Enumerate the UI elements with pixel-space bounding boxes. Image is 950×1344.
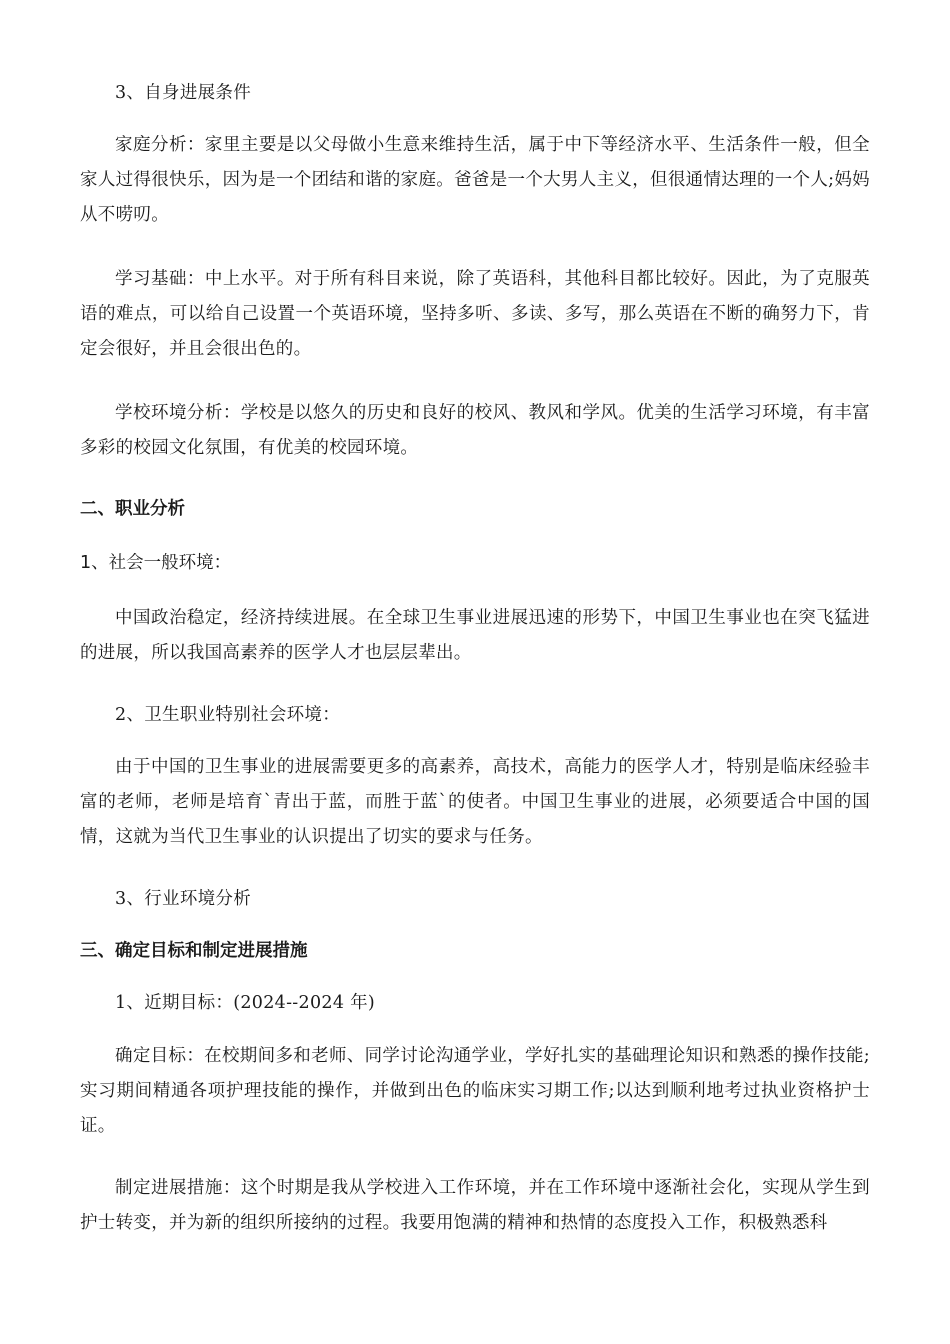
paragraph-family-analysis: 家庭分析：家里主要是以父母做小生意来维持生活，属于中下等经济水平、生活条件一般，但全家人过得很快乐，因为是一个团结和谐的家庭。爸爸是一个大男人主义，但很通情达理的一个人;妈妈从不唠叨。 (80, 135, 870, 225)
subheading-text: 、社会一般环境： (91, 553, 232, 573)
paragraph-health-environment: 由于中国的卫生事业的进展需要更多的高素养，高技术，高能力的医学人才，特别是临床经验丰富的老师，老师是培育`青出于蓝，而胜于蓝`的使者。中国卫生事业的进展，必须要适合中国的国情，这就为当代卫生事业的认识提出了切实的要求与任务。 (80, 757, 870, 847)
section-heading-goals: 三、确定目标和制定进展措施 (80, 941, 308, 961)
paragraph-goal: 确定目标：在校期间多和老师、同学讨论沟通学业，学好扎实的基础理论知识和熟悉的操作技能;实习期间精通各项护理技能的操作，并做到出色的临床实习期工作;以达到顺利地考过执业资格护士证。 (80, 1046, 870, 1136)
section-heading-career-analysis: 二、职业分析 (80, 499, 185, 519)
subheading-self-conditions: 3、自身进展条件 (115, 83, 252, 103)
paragraph-school-environment: 学校环境分析：学校是以悠久的历史和良好的校风、教风和学风。优美的生活学习环境，有丰富多彩的校园文化氛围，有优美的校园环境。 (80, 403, 870, 458)
subheading-number: 1 (80, 553, 92, 573)
paragraph-measures: 制定进展措施：这个时期是我从学校进入工作环境，并在工作环境中逐渐社会化，实现从学生到护士转变，并为新的组织所接纳的过程。我要用饱满的精神和热情的态度投入工作，积极熟悉科 (80, 1178, 870, 1233)
subheading-health-environment: 2、卫生职业特别社会环境： (115, 705, 341, 725)
subheading-social-environment (80, 546, 231, 581)
subheading-short-term-goal: 1、近期目标：(2024--2024 年) (115, 993, 376, 1013)
paragraph-social-environment: 中国政治稳定，经济持续进展。在全球卫生事业进展迅速的形势下，中国卫生事业也在突飞猛进的进展，所以我国高素养的医学人才也层层辈出。 (80, 608, 870, 663)
paragraph-study-basis: 学习基础：中上水平。对于所有科目来说，除了英语科，其他科目都比较好。因此，为了克服英语的难点，可以给自己设置一个英语环境，坚持多听、多读、多写，那么英语在不断的确努力下，肯定会很好，并且会很出色的。 (80, 269, 870, 359)
subheading-industry-analysis: 3、行业环境分析 (115, 889, 252, 909)
